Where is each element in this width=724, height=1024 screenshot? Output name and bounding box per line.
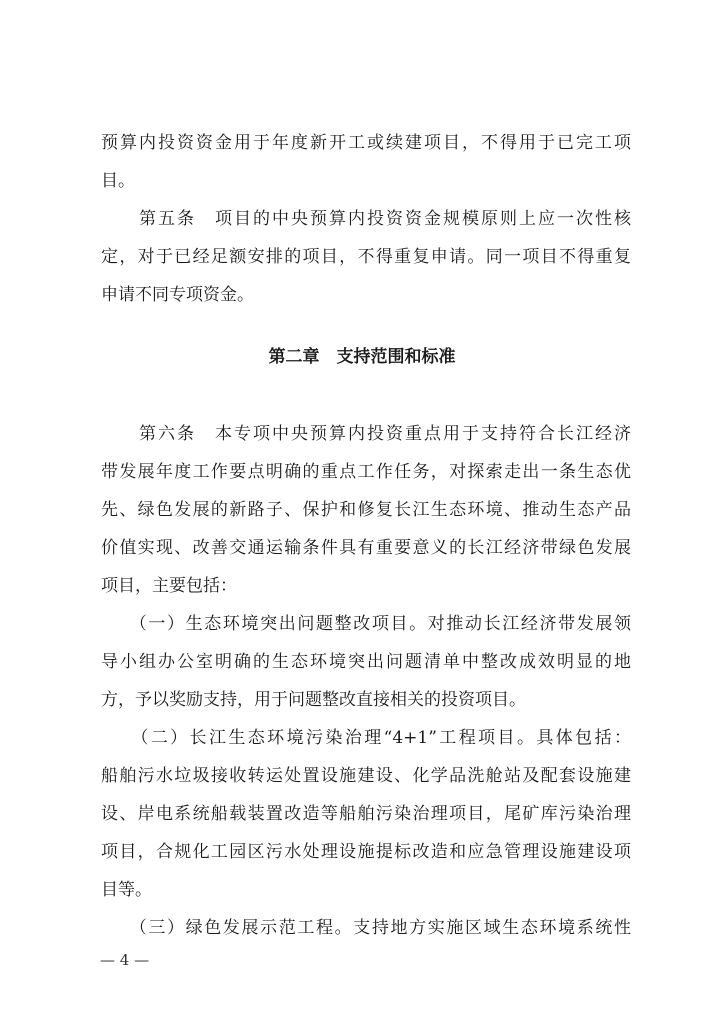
article-6-line: 第六条 本专项中央预算内投资重点用于支持符合长江经济: [101, 424, 631, 444]
paragraph-line: 目等。: [101, 880, 152, 900]
paragraph-line: 船舶污水垃圾接收转运处置设施建设、化学品洗舱站及配套设施建: [101, 766, 631, 786]
page-number: — 4 —: [100, 951, 150, 969]
item-1-line: （一）生态环境突出问题整改项目。对推动长江经济带发展领: [101, 614, 631, 634]
paragraph-line: 带发展年度工作要点明确的重点工作任务，对探索走出一条生态优: [101, 462, 631, 482]
paragraph-line: 项目，主要包括：: [101, 576, 237, 596]
paragraph-line: 方，予以奖励支持，用于问题整改直接相关的投资项目。: [101, 690, 526, 710]
paragraph-line: 预算内投资资金用于年度新开工或续建项目，不得用于已完工项: [101, 133, 631, 153]
paragraph-line: 价值实现、改善交通运输条件具有重要意义的长江经济带绿色发展: [101, 538, 631, 558]
paragraph-line: 定，对于已经足额安排的项目，不得重复申请。同一项目不得重复: [101, 247, 631, 267]
item-3-line: （三）绿色发展示范工程。支持地方实施区域生态环境系统性: [101, 918, 631, 938]
article-5-line: 第五条 项目的中央预算内投资资金规模原则上应一次性核: [101, 209, 631, 229]
chapter-heading: 第二章 支持范围和标准: [268, 347, 456, 367]
paragraph-line: 导小组办公室明确的生态环境突出问题清单中整改成效明显的地: [101, 652, 631, 672]
paragraph-line: 项目，合规化工园区污水处理设施提标改造和应急管理设施建设项: [101, 842, 631, 862]
paragraph-line: 申请不同专项资金。: [101, 285, 254, 305]
paragraph-line: 目。: [101, 171, 135, 191]
item-2-line: （二）长江生态环境污染治理“4+1”工程项目。具体包括：: [101, 728, 631, 748]
paragraph-line: 设、岸电系统船载装置改造等船舶污染治理项目，尾矿库污染治理: [101, 804, 631, 824]
paragraph-line: 先、绿色发展的新路子、保护和修复长江生态环境、推动生态产品: [101, 500, 631, 520]
